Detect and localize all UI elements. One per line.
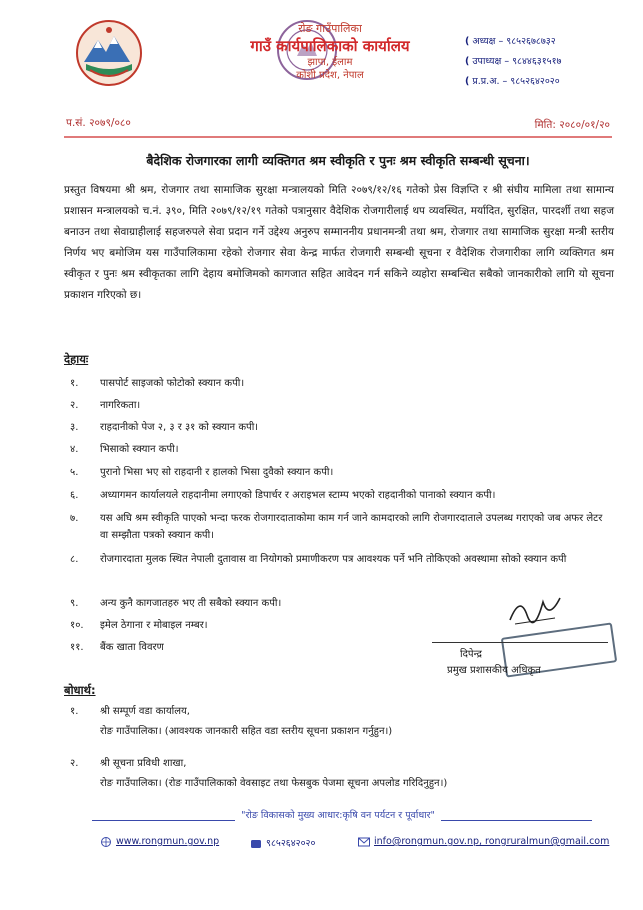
footer-slogan: "रोङ विकासको मुख्य आधार:कृषि वन पर्यटन र पूर्वाधार" bbox=[64, 808, 612, 821]
contact-numbers bbox=[465, 32, 635, 92]
signatory-title: प्रमुख प्रशासकीय अधिकृत bbox=[447, 665, 541, 676]
list-heading: देहायः bbox=[64, 352, 89, 366]
phone-brace-icon: ( bbox=[465, 36, 470, 47]
handwritten-signature bbox=[505, 590, 565, 630]
signature-line bbox=[432, 642, 608, 643]
municipality-name: रोङ गाउँपालिका bbox=[298, 22, 362, 35]
footer-phone: ९८५२६४२०२० bbox=[250, 836, 315, 849]
footer-website[interactable]: www.rongmun.gov.np bbox=[100, 836, 219, 847]
notice-subject: बैदेशिक रोजगारका लागी व्यक्तिगत श्रम स्वीकृति र पुनः श्रम स्वीकृति सम्बन्धी सूचना। bbox=[146, 153, 530, 168]
office-district: झापा, ईलाम bbox=[307, 57, 353, 68]
office-province: कोशी प्रदेश, नेपाल bbox=[296, 70, 364, 81]
letter-number: प.सं. २०७९/०८० bbox=[66, 117, 131, 129]
nepal-emblem-logo bbox=[74, 18, 144, 88]
phone-icon bbox=[250, 839, 262, 849]
mail-icon bbox=[358, 837, 370, 847]
notice-body: प्रस्तुत विषयमा श्री श्रम, रोजगार तथा सामाजिक सुरक्षा मन्त्रालयको मिति २०७९/१२/१६ गतेको प्रेस विज्ञप्ति र श्री संघीय मामिला तथा सामान्य प्रशासन मन्त्रालयको च.नं. ३९०, मिति २०७९/१२/१९ गतेको पत्रानुसार वैदेशिक रोजगारीलाई थप व्यवस्थित, मर्यादित, सुरक्षित, पारदर्शी तथा सहज बनाउन तथा सेवाग्राहीलाई सहजरुपले सेवा प्रदान गर्ने उद्देश्य अनुरुप सम्माननीय प्रधानमन्त्री तथा श्रम, रोजगार तथा सामाजिक सुरक्षा मन्त्री स्तरीय निर्णय भए बमोजिम यस गाउँपालिकामा रहेको रोजगार सेवा केन्द्र मार्फत रोजगारी सम्बन्धी सूचना र वैदेशिक रोजगारीका लागि व्यक्तिगत श्रम स्वीकृत र पुनः श्रम स्वीकृतका लागि देहाय बमोजिमको कागजात सहित आवेदन गर्न सकिने व्यहोरा सम्बन्धित सबैको जानकारीको लागि यो सूचना प्रकाशन गरिएको छ। bbox=[64, 184, 614, 301]
signatory-name: दिपेन्द्र bbox=[460, 649, 482, 660]
cc-heading: बोधार्थ: bbox=[64, 683, 96, 697]
contact-vice-chairperson: ( उपाध्यक्ष – ९८४४६३१५१७ bbox=[465, 56, 562, 67]
contact-chairperson: ( अध्यक्ष – ९८५२६७८७३२ bbox=[465, 36, 556, 47]
office-header bbox=[200, 22, 460, 82]
phone-brace-icon: ( bbox=[465, 76, 470, 87]
letter-date: मिति: २०८०/०१/२० bbox=[534, 119, 610, 131]
phone-brace-icon: ( bbox=[465, 56, 470, 67]
globe-icon bbox=[100, 837, 112, 847]
footer-email[interactable]: info@rongmun.gov.np, rongruralmun@gmail.com bbox=[358, 836, 609, 847]
notice-letter: रोङ गाउँपालिका गाउँ कार्यपालिकाको कार्यालय झापा, ईलाम कोशी प्रदेश, नेपाल ( अध्यक्ष – ९८५२६७८७३२ ( उपाध्यक्ष – ९८४४६३१५१७ ( प्र.प्र.अ. – ९८५२६४२०२० प.सं. २०७९/०८० मिति: २०८०/०१/२० बैदेशिक रोजगारका लागी व्यक्तिगत श्रम स्वीकृति र पुनः श्रम स्वीकृति सम्बन्धी सूचना। प्रस्तुत विषयमा श्री श्रम, रोजगार तथा सामाजिक सुरक्षा मन्त्रालयको मिति २०७९/१२/१६ गतेको प्रेस विज्ञप्ति र श्री संघीय मामिला तथा सामान्य प्रशासन मन्त्रालयको च.नं. ३९०, मिति २०७९/१२/१९ गतेको पत्रानुसार वैदेशिक रोजगारीलाई थप व्यवस्थित, मर्यादित, सुरक्षित, पारदर्शी तथा सहज बनाउन तथा सेवाग्राहीलाई सहजरुपले सेवा प्रदान गर्ने उद्देश्य अनुरुप सम्माननीय प्रधानमन्त्री तथा श्रम, रोजगार तथा सामाजिक सुरक्षा मन्त्री स्तरीय निर्णय भए बमोजिम यस गाउँपालिकामा रहेको रोजगार सेवा केन्द्र मार्फत रोजगारी सम्बन्धी सूचना र वैदेशिक रोजगारीका लागि व्यक्तिगत श्रम स्वीकृत र पुनः श्रम स्वीकृतका लागि देहाय बमोजिमको कागजात सहित आवेदन गर्न सकिने व्यहोरा सम्बन्धित सबैको जानकारीको लागि यो सूचना प्रकाशन गरिएको छ। देहायः १. पासपोर्ट साइजको फोटोको स्क्यान कपी। २. नागरिकता। ३. राहदानीको पेज २, ३ र ३१ को स्क्यान कपी। ४. भिसाको स्क्यान कपी। ५. पुरानो भिसा भए सो राहदानी र हालको भिसा दुवैको स्क्यान कपी। ६. अध्यागमन कार्यालयले राहदानीमा लगाएको डिपार्चर र अराइभल स्टाम्प भएको राहदानीको पानाको स्क्यान कपी। ७. यस अघि श्रम स्वीकृति पाएको भन्दा फरक रोजगारदाताकोमा काम गर्न जाने कामदारको लागि रोजगारदाताले उपलब्ध गराएको जब अफर लेटर वा सम्झौता पत्रको स्क्यान कपी। ८. रोजगारदाता मुलक स्थित नेपाली दुतावास वा नियोगको प्रमाणीकरण पत्र आवश्यक पर्ने भनि तोकिएको अवस्थामा सोको स्क्यान कपी ९. अन्य कुनै कागजातहरु भए ती सबैको स्क्यान कपी। १०. इमेल ठेगाना र मोबाइल नम्बर। ११. बैंक खाता विवरण दिपेन्द्र प्रमुख प्रशासकीय अधिकृत बोधार्थ: १. श्री सम्पूर्ण वडा कार्यालय, रोङ गाउँपालिका। (आवश्यक जानकारी सहित वडा स्तरीय सूचना प्रकाशन गर्नुहुन।) २. श्री सूचना प्रविधी शाखा, रोङ गाउँपालिका। (रोङ गाउँपालिकाको वेवसाइट तथा फेसबुक पेजमा सूचना अपलोड गरिदिनुहुन।) "रोङ विकासको मुख्य आधार:कृषि वन पर्यटन र पूर्वाधार" www.rongmun.gov.np ९८५२६४२०२० info@rongmun.gov.np, rongruralmun@gmail.com bbox=[0, 0, 643, 910]
office-title: गाउँ कार्यपालिकाको कार्यालय bbox=[250, 37, 410, 55]
contact-cao: ( प्र.प्र.अ. – ९८५२६४२०२० bbox=[465, 76, 560, 87]
reference-bar bbox=[64, 114, 612, 138]
